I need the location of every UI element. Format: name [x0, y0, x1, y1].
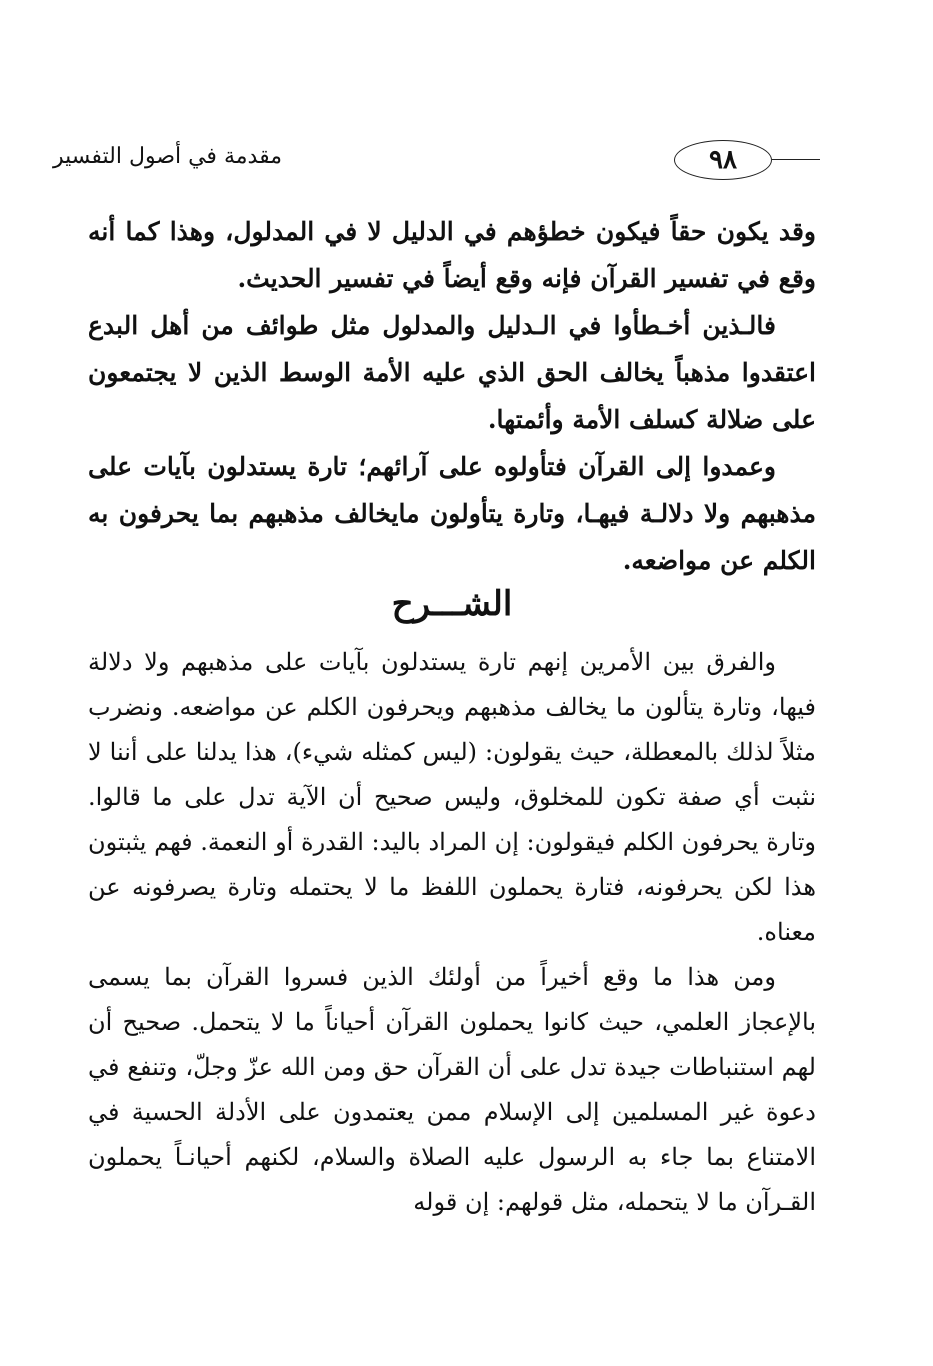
sharh-paragraph: والفرق بين الأمرين إنهم تارة يستدلون بآيات على مذهبهم ولا دلالة فيها، وتارة يتألون ما يخالف مذهبهم ويحرفون الكلم عن مواضعه. ونضرب مثلاً لذلك بالمعطلة، حيث يقولون: (ليس كمثله شيء)، هذا يدلنا على أننا لا نثبت أي صفة تكون للمخلوق، وليس صحيح أن الآية تدل على ما قالوا. وتارة يحرفون الكلم فيقولون: إن المراد باليد: القدرة أو النعمة. فهم يثبتون هذا لكن يحرفونه، فتارة يحملون اللفظ ما لا يحتمله وتارة يصرفونه عن معناه. [88, 648, 816, 946]
header-rule-right [772, 159, 820, 160]
sharh-text [88, 640, 816, 1225]
sharh-paragraph: ومن هذا ما وقع أخيراً من أولئك الذين فسروا القرآن بما يسمى بالإعجاز العلمي، حيث كانوا يحملون القرآن أحياناً ما لا يتحمل. صحيح أن لهم استنباطات جيدة تدل على أن القرآن حق ومن الله عزّ وجلّ، وتنفع في دعوة غير المسلمين إلى الإسلام ممن يعتمدون على الأدلة الحسية في الامتناع بما جاء به الرسول عليه الصلاة والسلام، لكنهم أحيانـاً يحملون القـرآن ما لا يتحمله، مثل قولهم: إن قوله [88, 963, 816, 1216]
matn-paragraph: فالـذين أخـطأوا في الـدليل والمدلول مثل طوائف من أهل البدع اعتقدوا مذهباً يخالف الحق الذي عليه الأمة الوسط الذين لا يجتمعون على ضلالة كسلف الأمة وأئمتها. [88, 311, 816, 434]
running-title: مقدمة في أصول التفسير [84, 144, 288, 169]
page-number-badge: ٩٨ [674, 140, 772, 180]
sharh-heading: الشـــرح [391, 584, 513, 624]
matn-paragraph: وعمدوا إلى القرآن فتأولوه على آرائهم؛ تارة يستدلون بآيات على مذهبهم ولا دلالـة فيهـا، وتارة يتأولون مايخالف مذهبهم بما يحرفون به الكلم عن مواضعه. [88, 452, 816, 575]
matn-text [88, 208, 816, 584]
matn-paragraph: وقد يكون حقاً فيكون خطؤهم في الدليل لا في المدلول، وهذا كما أنه وقع في تفسير القرآن فإنه وقع أيضاً في تفسير الحديث. [88, 217, 816, 293]
page-header [52, 138, 820, 182]
